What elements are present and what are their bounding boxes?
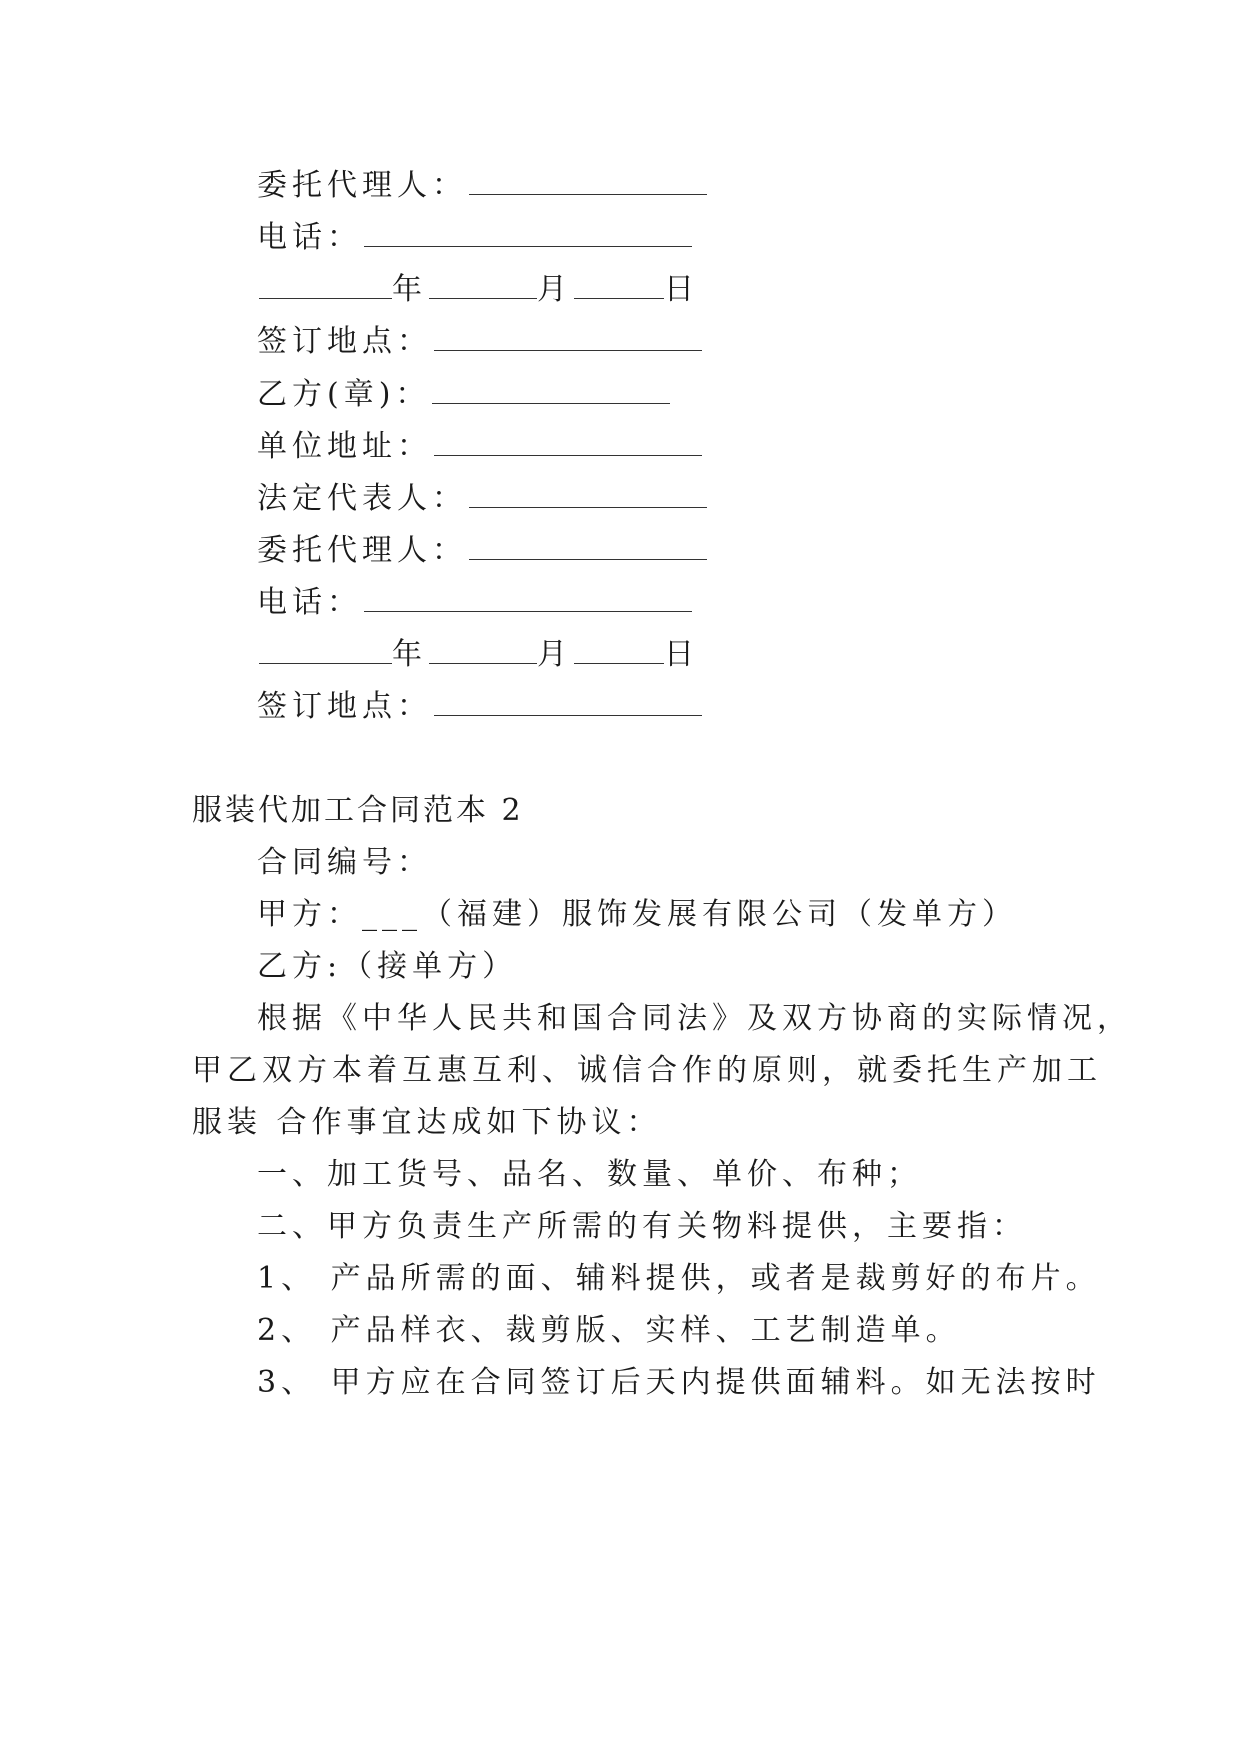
party-b-agent-label: 委托代理人： bbox=[257, 533, 467, 568]
section-title: 服装代加工合同范本 2 bbox=[192, 793, 524, 828]
party-b-seal-label: 乙方(章)： bbox=[257, 377, 431, 412]
party-b-phone-row bbox=[257, 585, 1241, 621]
party-b-date-row bbox=[257, 637, 1241, 673]
party-b-day-blank bbox=[574, 637, 664, 664]
intro-line-2: 甲乙双方本着互惠互利、诚信合作的原则，就委托生产加工 bbox=[192, 1053, 1102, 1088]
item-1: 1、 产品所需的面、辅料提供，或者是裁剪好的布片。 bbox=[257, 1261, 1101, 1296]
agent-blank bbox=[469, 168, 707, 195]
party-b-legal-rep-row bbox=[257, 481, 1241, 517]
contract-number: 合同编号： bbox=[257, 845, 432, 880]
party-b-seal-blank bbox=[432, 377, 670, 404]
party-b-place-blank bbox=[434, 689, 702, 716]
day-label: 日 bbox=[664, 272, 699, 307]
month-label: 月 bbox=[537, 272, 572, 307]
party-b-legal-rep-label: 法定代表人： bbox=[257, 481, 467, 516]
item-2: 2、 产品样衣、裁剪版、实样、工艺制造单。 bbox=[257, 1313, 961, 1348]
party-b-phone-blank bbox=[364, 585, 692, 612]
party-b-line: 乙方:（接单方） bbox=[257, 949, 518, 984]
party-b-address-blank bbox=[434, 429, 702, 456]
month-blank bbox=[429, 272, 537, 299]
phone-label: 电话： bbox=[257, 220, 362, 255]
party-b-month-blank bbox=[429, 637, 537, 664]
party-b-place-label: 签订地点： bbox=[257, 689, 432, 724]
year-label: 年 bbox=[392, 272, 427, 307]
party-b-agent-blank bbox=[469, 533, 707, 560]
party-b-address-label: 单位地址： bbox=[257, 429, 432, 464]
date-row bbox=[257, 272, 1241, 308]
clause-1: 一、加工货号、品名、数量、单价、布种； bbox=[257, 1157, 922, 1192]
clause-2: 二、甲方负责生产所需的有关物料提供，主要指： bbox=[257, 1209, 1027, 1244]
party-b-year-label: 年 bbox=[392, 637, 427, 672]
party-b-place-row bbox=[257, 689, 1241, 725]
party-b-month-label: 月 bbox=[537, 637, 572, 672]
party-b-year-blank bbox=[259, 637, 392, 664]
place-blank bbox=[434, 324, 702, 351]
party-b-seal-row bbox=[257, 377, 1241, 413]
intro-line-3: 服装 合作事宜达成如下协议： bbox=[192, 1105, 662, 1140]
phone-blank bbox=[364, 220, 692, 247]
party-b-phone-label: 电话： bbox=[257, 585, 362, 620]
party-a-line: 甲方：___（福建）服饰发展有限公司（发单方） bbox=[257, 897, 1017, 932]
party-b-address-row bbox=[257, 429, 1241, 465]
phone-row bbox=[257, 220, 1241, 256]
party-b-legal-rep-blank bbox=[469, 481, 707, 508]
item-3: 3、 甲方应在合同签订后天内提供面辅料。如无法按时 bbox=[257, 1365, 1101, 1400]
agent-row bbox=[257, 168, 1241, 204]
place-label: 签订地点： bbox=[257, 324, 432, 359]
day-blank bbox=[574, 272, 664, 299]
place-row bbox=[257, 324, 1241, 360]
intro-line-1: 根据《中华人民共和国合同法》及双方协商的实际情况， bbox=[257, 1001, 1132, 1036]
party-b-day-label: 日 bbox=[664, 637, 699, 672]
agent-label: 委托代理人： bbox=[257, 168, 467, 203]
year-blank bbox=[259, 272, 392, 299]
party-b-agent-row bbox=[257, 533, 1241, 569]
